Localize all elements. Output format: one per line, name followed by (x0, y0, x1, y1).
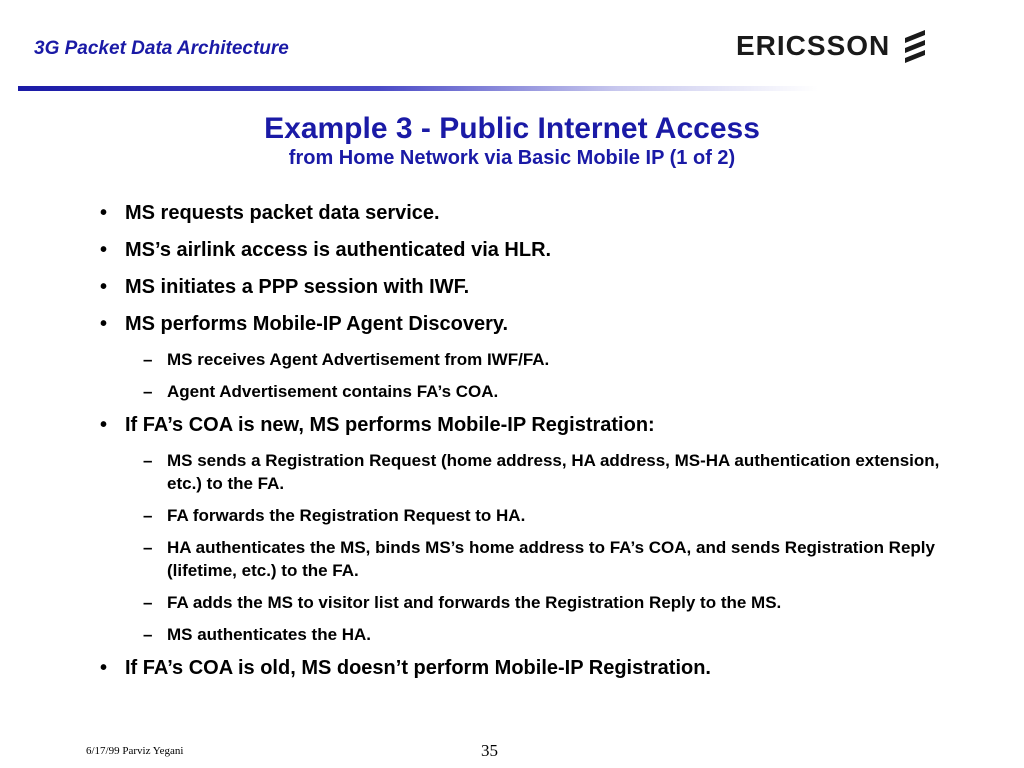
sub-bullet-text: FA forwards the Registration Request to HA. (167, 506, 526, 525)
slide-title-main: Example 3 - Public Internet Access (264, 112, 760, 145)
sub-bullet-item (143, 591, 940, 614)
header-rule (18, 86, 818, 91)
bullet-item (100, 412, 940, 438)
header-title: 3G Packet Data Architecture (34, 38, 289, 59)
bullet-text: MS initiates a PPP session with IWF. (125, 276, 470, 298)
bullet-marker: • (100, 276, 108, 298)
logo-text: ERICSSON (736, 30, 891, 61)
ericsson-logo (736, 28, 928, 64)
sub-bullet-text: FA adds the MS to visitor list and forwards the Registration Reply to the MS. (167, 593, 782, 612)
bullet-marker: • (100, 657, 108, 679)
slide-title (0, 112, 1024, 170)
bullet-text: MS performs Mobile-IP Agent Discovery. (125, 313, 509, 335)
bullet-text: If FA’s COA is old, MS doesn’t perform Mobile-IP Registration. (125, 657, 711, 679)
sub-bullet-marker: – (143, 506, 153, 525)
sub-bullet-item (143, 504, 940, 527)
sub-bullet-item (143, 623, 940, 646)
slide-subtitle: from Home Network via Basic Mobile IP (1 of 2) (288, 147, 736, 169)
sub-bullet-text: Agent Advertisement contains FA’s COA. (167, 382, 499, 401)
sub-bullet-text: HA authenticates the MS, binds MS’s home address to FA’s COA, and sends Registration Reply (lifetime, etc.) to the FA. (167, 538, 935, 580)
bullet-item (100, 200, 940, 226)
footer-date-author: 6/17/99 Parviz Yegani (86, 745, 184, 757)
bullet-item (100, 274, 940, 300)
bullet-item (100, 311, 940, 337)
sub-bullet-item (143, 449, 940, 495)
sub-bullet-item (143, 536, 940, 582)
sub-bullet-text: MS receives Agent Advertisement from IWF/FA. (167, 350, 550, 369)
bullet-text: MS requests packet data service. (125, 202, 440, 224)
sub-bullet-item (143, 348, 940, 371)
sub-bullet-marker: – (143, 451, 153, 470)
bullet-item (100, 655, 940, 681)
bullet-text: If FA’s COA is new, MS performs Mobile-IP Registration: (125, 414, 655, 436)
sub-bullet-text: MS sends a Registration Request (home address, HA address, MS-HA authentication extension, etc.) to the FA. (167, 451, 940, 493)
sub-bullet-marker: – (143, 538, 153, 557)
sub-bullet-marker: – (143, 382, 153, 401)
sub-bullet-marker: – (143, 593, 153, 612)
sub-bullet-text: MS authenticates the HA. (167, 625, 372, 644)
sub-bullet-marker: – (143, 625, 153, 644)
sub-bullet-item (143, 380, 940, 403)
bullet-marker: • (100, 313, 108, 335)
bullet-item (100, 237, 940, 263)
bullet-list (100, 200, 940, 692)
bullet-marker: • (100, 202, 108, 224)
bullet-text: MS’s airlink access is authenticated via HLR. (125, 239, 552, 261)
page-number: 35 (481, 741, 498, 760)
bullet-marker: • (100, 239, 108, 261)
bullet-marker: • (100, 414, 108, 436)
ericsson-mark-icon (902, 28, 928, 64)
sub-bullet-marker: – (143, 350, 153, 369)
